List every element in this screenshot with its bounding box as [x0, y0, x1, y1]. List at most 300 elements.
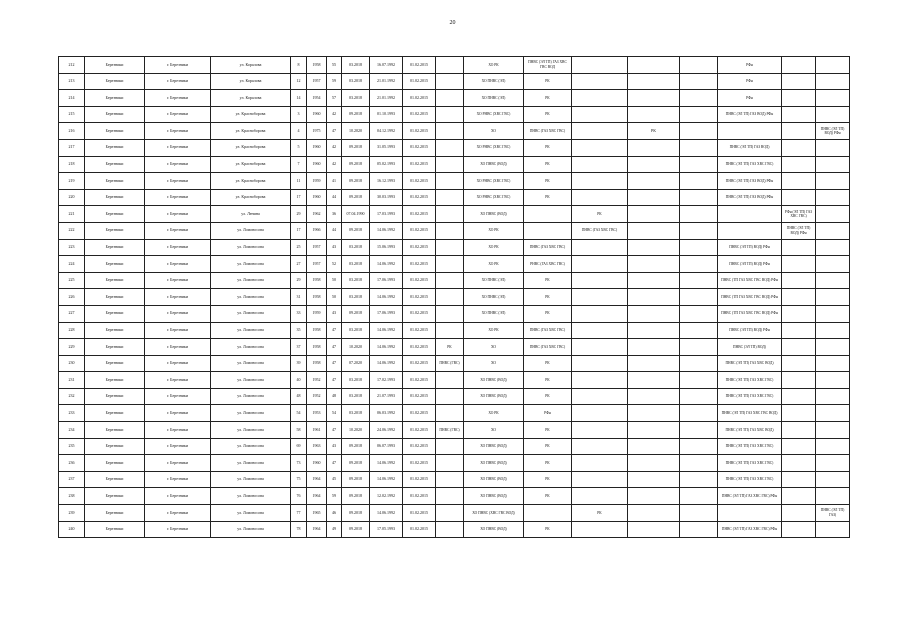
cell-year: 1958 — [307, 355, 327, 372]
cell-n: 238 — [59, 488, 85, 505]
cell-c3 — [572, 471, 628, 488]
cell-city: г. Березники — [145, 455, 211, 472]
cell-c8 — [816, 206, 850, 223]
cell-district: Березники — [85, 388, 145, 405]
cell-wear: 55 — [327, 57, 342, 74]
cell-year: 1959 — [307, 305, 327, 322]
cell-plan: 09.2018 — [342, 438, 370, 455]
cell-n: 222 — [59, 222, 85, 239]
cell-c2: РК — [524, 289, 572, 306]
cell-x1 — [436, 521, 464, 538]
cell-c8 — [816, 173, 850, 190]
cell-c1: ХО ПНВС (ВОД) — [464, 455, 524, 472]
cell-n: 221 — [59, 206, 85, 223]
cell-wear: 54 — [327, 405, 342, 422]
cell-c3 — [572, 106, 628, 123]
cell-x1 — [436, 106, 464, 123]
cell-c7 — [782, 422, 816, 439]
cell-c3 — [572, 339, 628, 356]
table-row — [59, 106, 850, 123]
cell-n: 230 — [59, 355, 85, 372]
cell-wear: 44 — [327, 222, 342, 239]
cell-c8 — [816, 256, 850, 273]
cell-n: 237 — [59, 471, 85, 488]
cell-d1: 17.05.1993 — [370, 521, 403, 538]
cell-c7 — [782, 106, 816, 123]
cell-d1: 17.06.1993 — [370, 305, 403, 322]
cell-plan: 03.2018 — [342, 256, 370, 273]
cell-c5 — [680, 405, 718, 422]
cell-city: г. Березники — [145, 173, 211, 190]
cell-c2: РК — [524, 106, 572, 123]
cell-district: Березники — [85, 139, 145, 156]
cell-plan: 09.2018 — [342, 222, 370, 239]
cell-wear: 47 — [327, 123, 342, 140]
cell-c4 — [628, 455, 680, 472]
cell-c5 — [680, 305, 718, 322]
cell-d2: 01.02.2015 — [403, 57, 436, 74]
cell-c7 — [782, 305, 816, 322]
cell-c7 — [782, 488, 816, 505]
cell-city: г. Березники — [145, 189, 211, 206]
cell-year: 1958 — [307, 272, 327, 289]
cell-district: Березники — [85, 90, 145, 107]
cell-c6: ПНВС (ЭЛ ТП) ГАЗ ВОД) РФн — [718, 106, 782, 123]
cell-c2: РК — [524, 189, 572, 206]
cell-wear: 42 — [327, 106, 342, 123]
cell-wear: 59 — [327, 73, 342, 90]
cell-city: г. Березники — [145, 388, 211, 405]
cell-c4 — [628, 106, 680, 123]
table-row — [59, 222, 850, 239]
cell-year: 1958 — [307, 57, 327, 74]
table-row — [59, 422, 850, 439]
cell-house: 29 — [291, 272, 307, 289]
cell-c8: ПНВС (ЭЛ ТП) ВОД) РФн — [816, 123, 850, 140]
cell-c6: ПНВС (ЭЛ ТП) ГАЗ ВОД) РФн — [718, 189, 782, 206]
cell-street: ул. Ломоносова — [211, 405, 291, 422]
cell-d2: 01.02.2015 — [403, 471, 436, 488]
cell-c2: РК — [524, 471, 572, 488]
cell-district: Березники — [85, 106, 145, 123]
cell-c2: РК — [524, 388, 572, 405]
cell-c2: ПНВС (ГАЗ ХВС ГВС) — [524, 322, 572, 339]
table-row — [59, 272, 850, 289]
cell-d2: 01.02.2015 — [403, 123, 436, 140]
cell-c2 — [524, 206, 572, 223]
cell-house: 17 — [291, 222, 307, 239]
cell-c1: ХО РК — [464, 222, 524, 239]
cell-n: 225 — [59, 272, 85, 289]
cell-c1: ХО ПНВС (ЭЛ) — [464, 305, 524, 322]
cell-c7: ПНВС (ЭЛ ТП) ВОД) РФн — [782, 222, 816, 239]
cell-d2: 01.02.2015 — [403, 139, 436, 156]
cell-n: 213 — [59, 73, 85, 90]
cell-c8 — [816, 239, 850, 256]
cell-d2: 01.02.2015 — [403, 156, 436, 173]
cell-x1: ПНВС (ГВС) — [436, 422, 464, 439]
cell-c7 — [782, 339, 816, 356]
cell-c3 — [572, 156, 628, 173]
cell-c3: РК — [572, 505, 628, 522]
cell-c1: ХО РК — [464, 256, 524, 273]
cell-c2: РФн — [524, 405, 572, 422]
cell-c7 — [782, 521, 816, 538]
cell-plan: 07.2020 — [342, 355, 370, 372]
cell-d2: 01.02.2015 — [403, 355, 436, 372]
cell-d2: 01.02.2015 — [403, 90, 436, 107]
cell-c6: ПНВС (ЭЛ ТП) ГАЗ ХВС ВОД) — [718, 422, 782, 439]
cell-c8 — [816, 189, 850, 206]
cell-d1: 17.03.1993 — [370, 206, 403, 223]
cell-c7 — [782, 372, 816, 389]
cell-c7: РФн (ЭЛ ТП) ГАЗ ХВС ГВС) — [782, 206, 816, 223]
cell-street: ул. Ломоносова — [211, 256, 291, 273]
cell-c1: ХО ПНВС (ВОД) — [464, 206, 524, 223]
table-row — [59, 173, 850, 190]
cell-street: ул. Красноборова — [211, 156, 291, 173]
cell-c5 — [680, 256, 718, 273]
cell-street: ул. Ломоносова — [211, 521, 291, 538]
cell-house: 39 — [291, 355, 307, 372]
cell-street: ул. Ломоносова — [211, 422, 291, 439]
cell-city: г. Березники — [145, 106, 211, 123]
cell-city: г. Березники — [145, 57, 211, 74]
cell-street: ул. Коралова — [211, 57, 291, 74]
cell-city: г. Березники — [145, 405, 211, 422]
cell-c8 — [816, 488, 850, 505]
cell-wear: 44 — [327, 189, 342, 206]
cell-d1: 16.12.1993 — [370, 173, 403, 190]
cell-street: ул. Ломоносова — [211, 339, 291, 356]
cell-c6: ПНВС (ЭЛ ТП) ГАЗ ХВС ГВС) — [718, 388, 782, 405]
table-row — [59, 57, 850, 74]
cell-c3 — [572, 521, 628, 538]
cell-street: ул. Красноборова — [211, 173, 291, 190]
cell-plan: 03.2018 — [342, 405, 370, 422]
cell-c2: РК — [524, 173, 572, 190]
cell-street: ул. Красноборова — [211, 106, 291, 123]
cell-district: Березники — [85, 289, 145, 306]
cell-year: 1966 — [307, 222, 327, 239]
cell-c1: ХО ПНВС (ЭЛ) — [464, 73, 524, 90]
cell-c1: ХО РНВС (ХВС ГВС) — [464, 106, 524, 123]
cell-c6: ПНВС (ТП ГАЗ ХВС ГВС ВОД) РФн — [718, 305, 782, 322]
cell-c4 — [628, 488, 680, 505]
cell-c1: ХО ПНВС (ВОД) — [464, 521, 524, 538]
cell-x1 — [436, 256, 464, 273]
cell-year: 1957 — [307, 256, 327, 273]
cell-c5 — [680, 106, 718, 123]
cell-c6: ПНВС (ЭЛ ТП) ВОД) РФн — [718, 322, 782, 339]
cell-x1 — [436, 455, 464, 472]
table-row — [59, 289, 850, 306]
cell-plan: 10.2020 — [342, 422, 370, 439]
cell-house: 48 — [291, 388, 307, 405]
cell-c6: РФн — [718, 57, 782, 74]
cell-c4 — [628, 521, 680, 538]
cell-c6: ПНВС (ЭЛ ТП) ГАЗ ХВС ГВС) РФн — [718, 521, 782, 538]
cell-wear: 47 — [327, 339, 342, 356]
cell-street: ул. Ломоносова — [211, 239, 291, 256]
cell-city: г. Березники — [145, 305, 211, 322]
cell-city: г. Березники — [145, 471, 211, 488]
table-row — [59, 355, 850, 372]
cell-year: 1975 — [307, 123, 327, 140]
cell-c5 — [680, 189, 718, 206]
cell-d1: 14.06.1992 — [370, 322, 403, 339]
cell-c7 — [782, 123, 816, 140]
cell-plan: 03.2018 — [342, 73, 370, 90]
cell-c4 — [628, 289, 680, 306]
cell-year: 1953 — [307, 405, 327, 422]
cell-d2: 01.02.2015 — [403, 305, 436, 322]
cell-c2: РК — [524, 305, 572, 322]
cell-n: 223 — [59, 239, 85, 256]
cell-d2: 01.02.2015 — [403, 289, 436, 306]
cell-d1: 17.06.1993 — [370, 272, 403, 289]
cell-n: 224 — [59, 256, 85, 273]
cell-c4 — [628, 322, 680, 339]
cell-c4 — [628, 239, 680, 256]
cell-c5 — [680, 289, 718, 306]
cell-c3 — [572, 455, 628, 472]
cell-district: Березники — [85, 455, 145, 472]
cell-c7 — [782, 272, 816, 289]
cell-year: 1964 — [307, 471, 327, 488]
cell-c6: ПНВС (ЭЛ ТП) ГАЗ ХВС ГВС) — [718, 455, 782, 472]
table-row — [59, 372, 850, 389]
cell-x1 — [436, 90, 464, 107]
table-row — [59, 256, 850, 273]
cell-c3 — [572, 488, 628, 505]
cell-c5 — [680, 222, 718, 239]
cell-city: г. Березники — [145, 90, 211, 107]
cell-city: г. Березники — [145, 139, 211, 156]
cell-year: 1960 — [307, 139, 327, 156]
cell-c6 — [718, 222, 782, 239]
cell-d1: 30.03.1993 — [370, 189, 403, 206]
cell-c6: ПНВС (ЭЛ ТП) ВОД) — [718, 339, 782, 356]
cell-street: ул. Ломоносова — [211, 305, 291, 322]
cell-c7 — [782, 90, 816, 107]
cell-n: 226 — [59, 289, 85, 306]
cell-c5 — [680, 156, 718, 173]
cell-d2: 01.02.2015 — [403, 488, 436, 505]
cell-x1 — [436, 156, 464, 173]
cell-district: Березники — [85, 438, 145, 455]
cell-x1 — [436, 471, 464, 488]
cell-c3 — [572, 189, 628, 206]
cell-c7 — [782, 355, 816, 372]
cell-x1: ПНВС (ГВС) — [436, 355, 464, 372]
cell-n: 235 — [59, 438, 85, 455]
cell-wear: 47 — [327, 455, 342, 472]
cell-house: 3 — [291, 106, 307, 123]
cell-c4 — [628, 139, 680, 156]
cell-c5 — [680, 123, 718, 140]
cell-d2: 01.02.2015 — [403, 405, 436, 422]
cell-district: Березники — [85, 405, 145, 422]
cell-house: 4 — [291, 123, 307, 140]
cell-c5 — [680, 239, 718, 256]
cell-x1 — [436, 222, 464, 239]
cell-district: Березники — [85, 206, 145, 223]
cell-c6: ПНВС (ЭЛ ТП) ГАЗ ХВС ГВС ВОД) — [718, 405, 782, 422]
cell-c3 — [572, 272, 628, 289]
cell-street: ул. Ломоносова — [211, 505, 291, 522]
cell-c8 — [816, 339, 850, 356]
cell-c8 — [816, 73, 850, 90]
cell-n: 229 — [59, 339, 85, 356]
cell-c8 — [816, 405, 850, 422]
cell-d1: 14.06.1992 — [370, 289, 403, 306]
cell-c6: ПНВС (ЭЛ ТП) ГАЗ ВОД) РФн — [718, 173, 782, 190]
cell-wear: 43 — [327, 438, 342, 455]
cell-n: 233 — [59, 405, 85, 422]
cell-plan: 07.04.1990 — [342, 206, 370, 223]
cell-district: Березники — [85, 505, 145, 522]
cell-c6: ПНВС (ЭЛ ТП) ГАЗ ХВС ВОД) — [718, 355, 782, 372]
cell-c5 — [680, 322, 718, 339]
cell-d2: 01.02.2015 — [403, 455, 436, 472]
cell-street: ул. Ломоносова — [211, 272, 291, 289]
cell-year: 1957 — [307, 73, 327, 90]
cell-d1: 12.02.1992 — [370, 488, 403, 505]
cell-x1 — [436, 372, 464, 389]
cell-year: 1960 — [307, 455, 327, 472]
cell-x1 — [436, 388, 464, 405]
cell-c4 — [628, 305, 680, 322]
cell-year: 1962 — [307, 206, 327, 223]
cell-d2: 01.02.2015 — [403, 239, 436, 256]
cell-house: 29 — [291, 206, 307, 223]
cell-district: Березники — [85, 57, 145, 74]
cell-x1 — [436, 239, 464, 256]
cell-c2: РК — [524, 455, 572, 472]
cell-district: Березники — [85, 339, 145, 356]
table-row — [59, 73, 850, 90]
cell-c5 — [680, 73, 718, 90]
cell-d2: 01.02.2015 — [403, 505, 436, 522]
cell-c8 — [816, 57, 850, 74]
cell-plan: 09.2018 — [342, 189, 370, 206]
cell-wear: 42 — [327, 156, 342, 173]
cell-c8 — [816, 438, 850, 455]
cell-street: ул. Ломоносова — [211, 438, 291, 455]
table-row — [59, 239, 850, 256]
cell-d2: 01.02.2015 — [403, 422, 436, 439]
cell-c3 — [572, 239, 628, 256]
cell-city: г. Березники — [145, 488, 211, 505]
cell-year: 1960 — [307, 189, 327, 206]
cell-c2: РК — [524, 73, 572, 90]
cell-c8 — [816, 156, 850, 173]
table-row — [59, 123, 850, 140]
cell-c6: ПНВС (ЭЛ ТП) ВОД) РФн — [718, 256, 782, 273]
cell-house: 78 — [291, 521, 307, 538]
cell-c7 — [782, 289, 816, 306]
cell-x1 — [436, 139, 464, 156]
cell-city: г. Березники — [145, 272, 211, 289]
cell-d2: 01.02.2015 — [403, 521, 436, 538]
cell-house: 31 — [291, 289, 307, 306]
cell-c5 — [680, 505, 718, 522]
cell-district: Березники — [85, 156, 145, 173]
cell-c5 — [680, 488, 718, 505]
cell-year: 1952 — [307, 372, 327, 389]
cell-wear: 50 — [327, 289, 342, 306]
housing-table — [58, 56, 850, 538]
cell-c1: ХО ПНВС (ВОД) — [464, 471, 524, 488]
cell-c3 — [572, 422, 628, 439]
cell-d1: 14.06.1992 — [370, 222, 403, 239]
cell-c2: ПНВС (ГАЗ ХВС ГВС) — [524, 339, 572, 356]
cell-street: ул. Ломоносова — [211, 372, 291, 389]
cell-d2: 01.02.2015 — [403, 256, 436, 273]
cell-plan: 09.2018 — [342, 106, 370, 123]
cell-c5 — [680, 57, 718, 74]
cell-c8 — [816, 106, 850, 123]
cell-c6: ПНВС (ЭЛ ТП) ГАЗ ХВС ГВС) — [718, 156, 782, 173]
page-number: 20 — [449, 20, 456, 26]
cell-city: г. Березники — [145, 256, 211, 273]
cell-c1: ХО ПНВС (ЭЛ) — [464, 289, 524, 306]
cell-wear: 52 — [327, 256, 342, 273]
cell-c5 — [680, 388, 718, 405]
cell-house: 77 — [291, 505, 307, 522]
cell-c8 — [816, 272, 850, 289]
cell-n: 215 — [59, 106, 85, 123]
cell-c2: РК — [524, 422, 572, 439]
table-row — [59, 505, 850, 522]
cell-c1: ХО ПНВС (ЭЛ) — [464, 90, 524, 107]
cell-c4 — [628, 57, 680, 74]
cell-c7 — [782, 73, 816, 90]
cell-c8 — [816, 322, 850, 339]
cell-c2: РК — [524, 272, 572, 289]
cell-c2 — [524, 222, 572, 239]
cell-d1: 16.07.1992 — [370, 57, 403, 74]
cell-street: ул. Ломоносова — [211, 455, 291, 472]
cell-wear: 48 — [327, 388, 342, 405]
cell-c2: РК — [524, 139, 572, 156]
cell-c4 — [628, 471, 680, 488]
cell-x1 — [436, 206, 464, 223]
cell-plan: 03.2018 — [342, 239, 370, 256]
cell-street: ул. Коралова — [211, 90, 291, 107]
cell-d2: 01.02.2015 — [403, 173, 436, 190]
cell-district: Березники — [85, 372, 145, 389]
cell-c1: ХО — [464, 123, 524, 140]
cell-d1: 01.10.1993 — [370, 106, 403, 123]
cell-house: 76 — [291, 488, 307, 505]
cell-house: 8 — [291, 57, 307, 74]
cell-c7 — [782, 405, 816, 422]
cell-c6: РФн — [718, 73, 782, 90]
cell-c4 — [628, 272, 680, 289]
cell-plan: 09.2018 — [342, 471, 370, 488]
cell-wear: 41 — [327, 173, 342, 190]
cell-x1 — [436, 173, 464, 190]
cell-d1: 14.06.1992 — [370, 455, 403, 472]
cell-d2: 01.02.2015 — [403, 189, 436, 206]
cell-c7 — [782, 256, 816, 273]
cell-street: ул. Ломоносова — [211, 471, 291, 488]
table-row — [59, 90, 850, 107]
cell-street: ул. Ломоносова — [211, 322, 291, 339]
cell-city: г. Березники — [145, 355, 211, 372]
